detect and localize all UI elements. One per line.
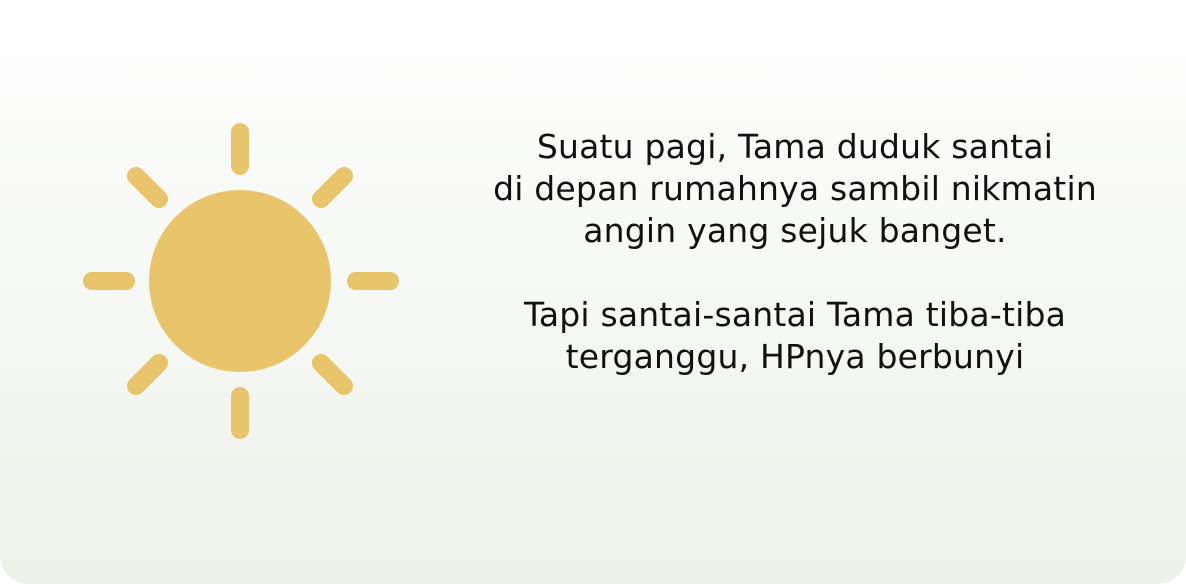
story-text xyxy=(440,126,1150,378)
sun-ray-top-left xyxy=(136,176,159,199)
story-line: Tapi santai-santai Tama tiba-tiba xyxy=(523,295,1067,334)
story-paragraph-2 xyxy=(440,294,1150,378)
story-line: di depan rumahnya sambil nikmatin xyxy=(493,169,1097,208)
sun-disc xyxy=(149,190,331,372)
story-line: angin yang sejuk banget. xyxy=(583,211,1007,250)
story-line: Suatu pagi, Tama duduk santai xyxy=(536,127,1054,166)
sun-ray-top-right xyxy=(321,176,344,199)
sun-icon xyxy=(70,110,410,450)
story-paragraph-1 xyxy=(440,126,1150,252)
sun-ray-bottom-left xyxy=(136,363,159,386)
sun-ray-bottom-right xyxy=(321,363,344,386)
story-line: terganggu, HPnya berbunyi xyxy=(565,337,1025,376)
